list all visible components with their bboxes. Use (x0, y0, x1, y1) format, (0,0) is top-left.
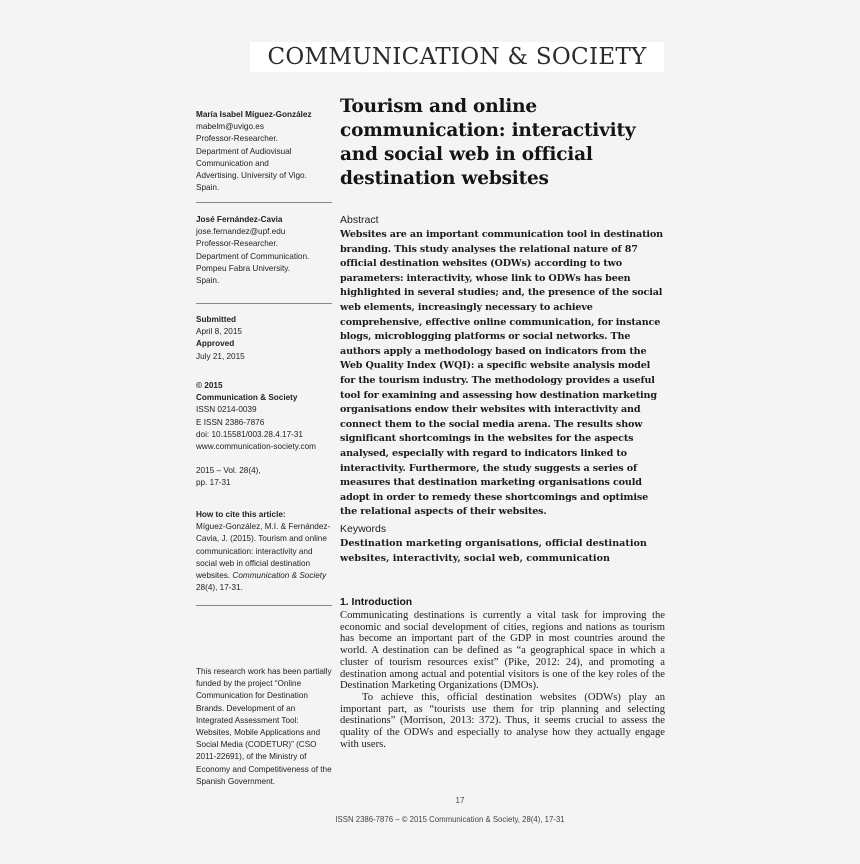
author-block-1 (196, 109, 332, 194)
author-affiliation-line: Department of Audiovisual (196, 146, 292, 156)
sidebar-divider (196, 605, 332, 606)
journal-url[interactable]: www.communication-society.com (196, 442, 316, 452)
sidebar-divider (196, 303, 332, 304)
intro-heading: 1. Introduction (340, 597, 413, 608)
author-affiliation-line: Professor-Researcher. (196, 134, 278, 144)
citation-label: How to cite this article: (196, 510, 286, 519)
dates-block (196, 314, 332, 363)
author-affiliation-line: Spain. (196, 183, 220, 193)
sidebar-divider (196, 202, 332, 203)
keywords-label: Keywords (340, 523, 387, 535)
page-number: 17 (455, 796, 465, 805)
author-affiliation-line: Spain. (196, 276, 220, 286)
page-footer: ISSN 2386-7876 – © 2015 Communication & Society, 28(4), 17-31 (335, 815, 565, 824)
intro-paragraph-1: Communicating destinations is currently a vital task for improving the economic and social development of cities, regions and nations as tourism has become an important part of the GDP in most countries around the world. A destination can be defined as “a geographical space in which a cluster of tourism resources exist” (Pike, 2012: 24), and promoting a destination among actual and potential visitors is one of the key roles of the Destination Marketing Organizations (DMOs). (340, 610, 665, 692)
citation-text: Míguez-González, M.I. & Fernández-Cavia, J. (2015). Tourism and online communication: interactivity and social web in official destination websites. (196, 522, 331, 581)
volume-line: 2015 – Vol. 28(4), (196, 466, 261, 475)
issn: ISSN 0214-0039 (196, 405, 257, 415)
keywords-text: Destination marketing organisations, official destination websites, interactivity, social web, communication (340, 538, 647, 564)
submitted-label: Submitted (196, 315, 237, 324)
eissn: E ISSN 2386-7876 (196, 417, 265, 427)
copyright-year: © 2015 (196, 381, 223, 390)
author-affiliation-line: Advertising. University of Vigo. (196, 171, 307, 181)
volume-block (196, 465, 332, 489)
author-affiliation-line: Communication and (196, 158, 269, 168)
pages-line: pp. 17-31 (196, 478, 231, 488)
author-email[interactable]: jose.fernandez@upf.edu (196, 227, 286, 237)
citation-block (196, 509, 332, 594)
publisher-name: Communication & Society (196, 393, 298, 403)
author-affiliation-line: Professor-Researcher. (196, 239, 278, 249)
author-block-2 (196, 214, 332, 287)
funding-note: This research work has been partially funded by the project “Online Communication for Destination Brands. Development of an Integrated Assessment Tool: Websites, Mobile Applications and Social Media (CODETUR)” (CSO 2011-22691), of the Ministry of Economy and Competitiveness of the Spanish Government. (196, 667, 332, 786)
copyright-block (196, 380, 332, 453)
author-name: María Isabel Míguez-González (196, 110, 312, 119)
author-email[interactable]: mabelm@uvigo.es (196, 122, 264, 132)
intro-paragraph-2: To achieve this, official destination websites (ODWs) play an important part, as “tourists use them for trip planning and selecting destinations” (Morrison, 2013: 372). Thus, it seems crucial to assess the quality of the ODWs and especially to analyse how they actually engage with users. (340, 691, 665, 750)
citation-volume: 28(4), 17-31. (196, 583, 243, 593)
paper-title: Tourism and online communication: interactivity and social web in official destination websites (340, 96, 636, 189)
author-affiliation-line: Department of Communication. (196, 251, 310, 261)
abstract-text: Websites are an important communication tool in destination branding. This study analyses the relational nature of 87 official destination websites (ODWs) according to two parameters: interactivity, whose link to ODWs has been highlighted in several studies; and, the presence of the social web elements, increasingly necessary to achieve comprehensive, effective online communication, for instance blogs, microblogging platforms or social networks. The authors apply a methodology based on indicators from the Web Quality Index (WQI): a specific website analysis model for the tourism industry. The methodology provides a useful tool for examining and assessing how destination marketing organisations endow their websites with interactivity and connect them to the social media arena. The results show significant shortcomings in the websites for the aspects analysed, especially with regard to indicators linked to interactivity. Furthermore, the study suggests a series of measures that destination marketing organisations could adopt in order to remedy these shortcomings and optimise the relational aspects of their websites. (340, 229, 663, 518)
intro-body (340, 610, 665, 750)
author-name: José Fernández-Cavia (196, 215, 283, 224)
abstract-label: Abstract (340, 214, 379, 226)
journal-title: COMMUNICATION & SOCIETY (250, 42, 664, 72)
submitted-date: April 8, 2015 (196, 327, 242, 337)
doi[interactable]: doi: 10.15581/003.28.4.17-31 (196, 429, 303, 439)
approved-label: Approved (196, 339, 235, 349)
approved-date: July 21, 2015 (196, 351, 245, 361)
author-affiliation-line: Pompeu Fabra University. (196, 263, 291, 273)
citation-journal: Communication & Society (232, 571, 327, 581)
